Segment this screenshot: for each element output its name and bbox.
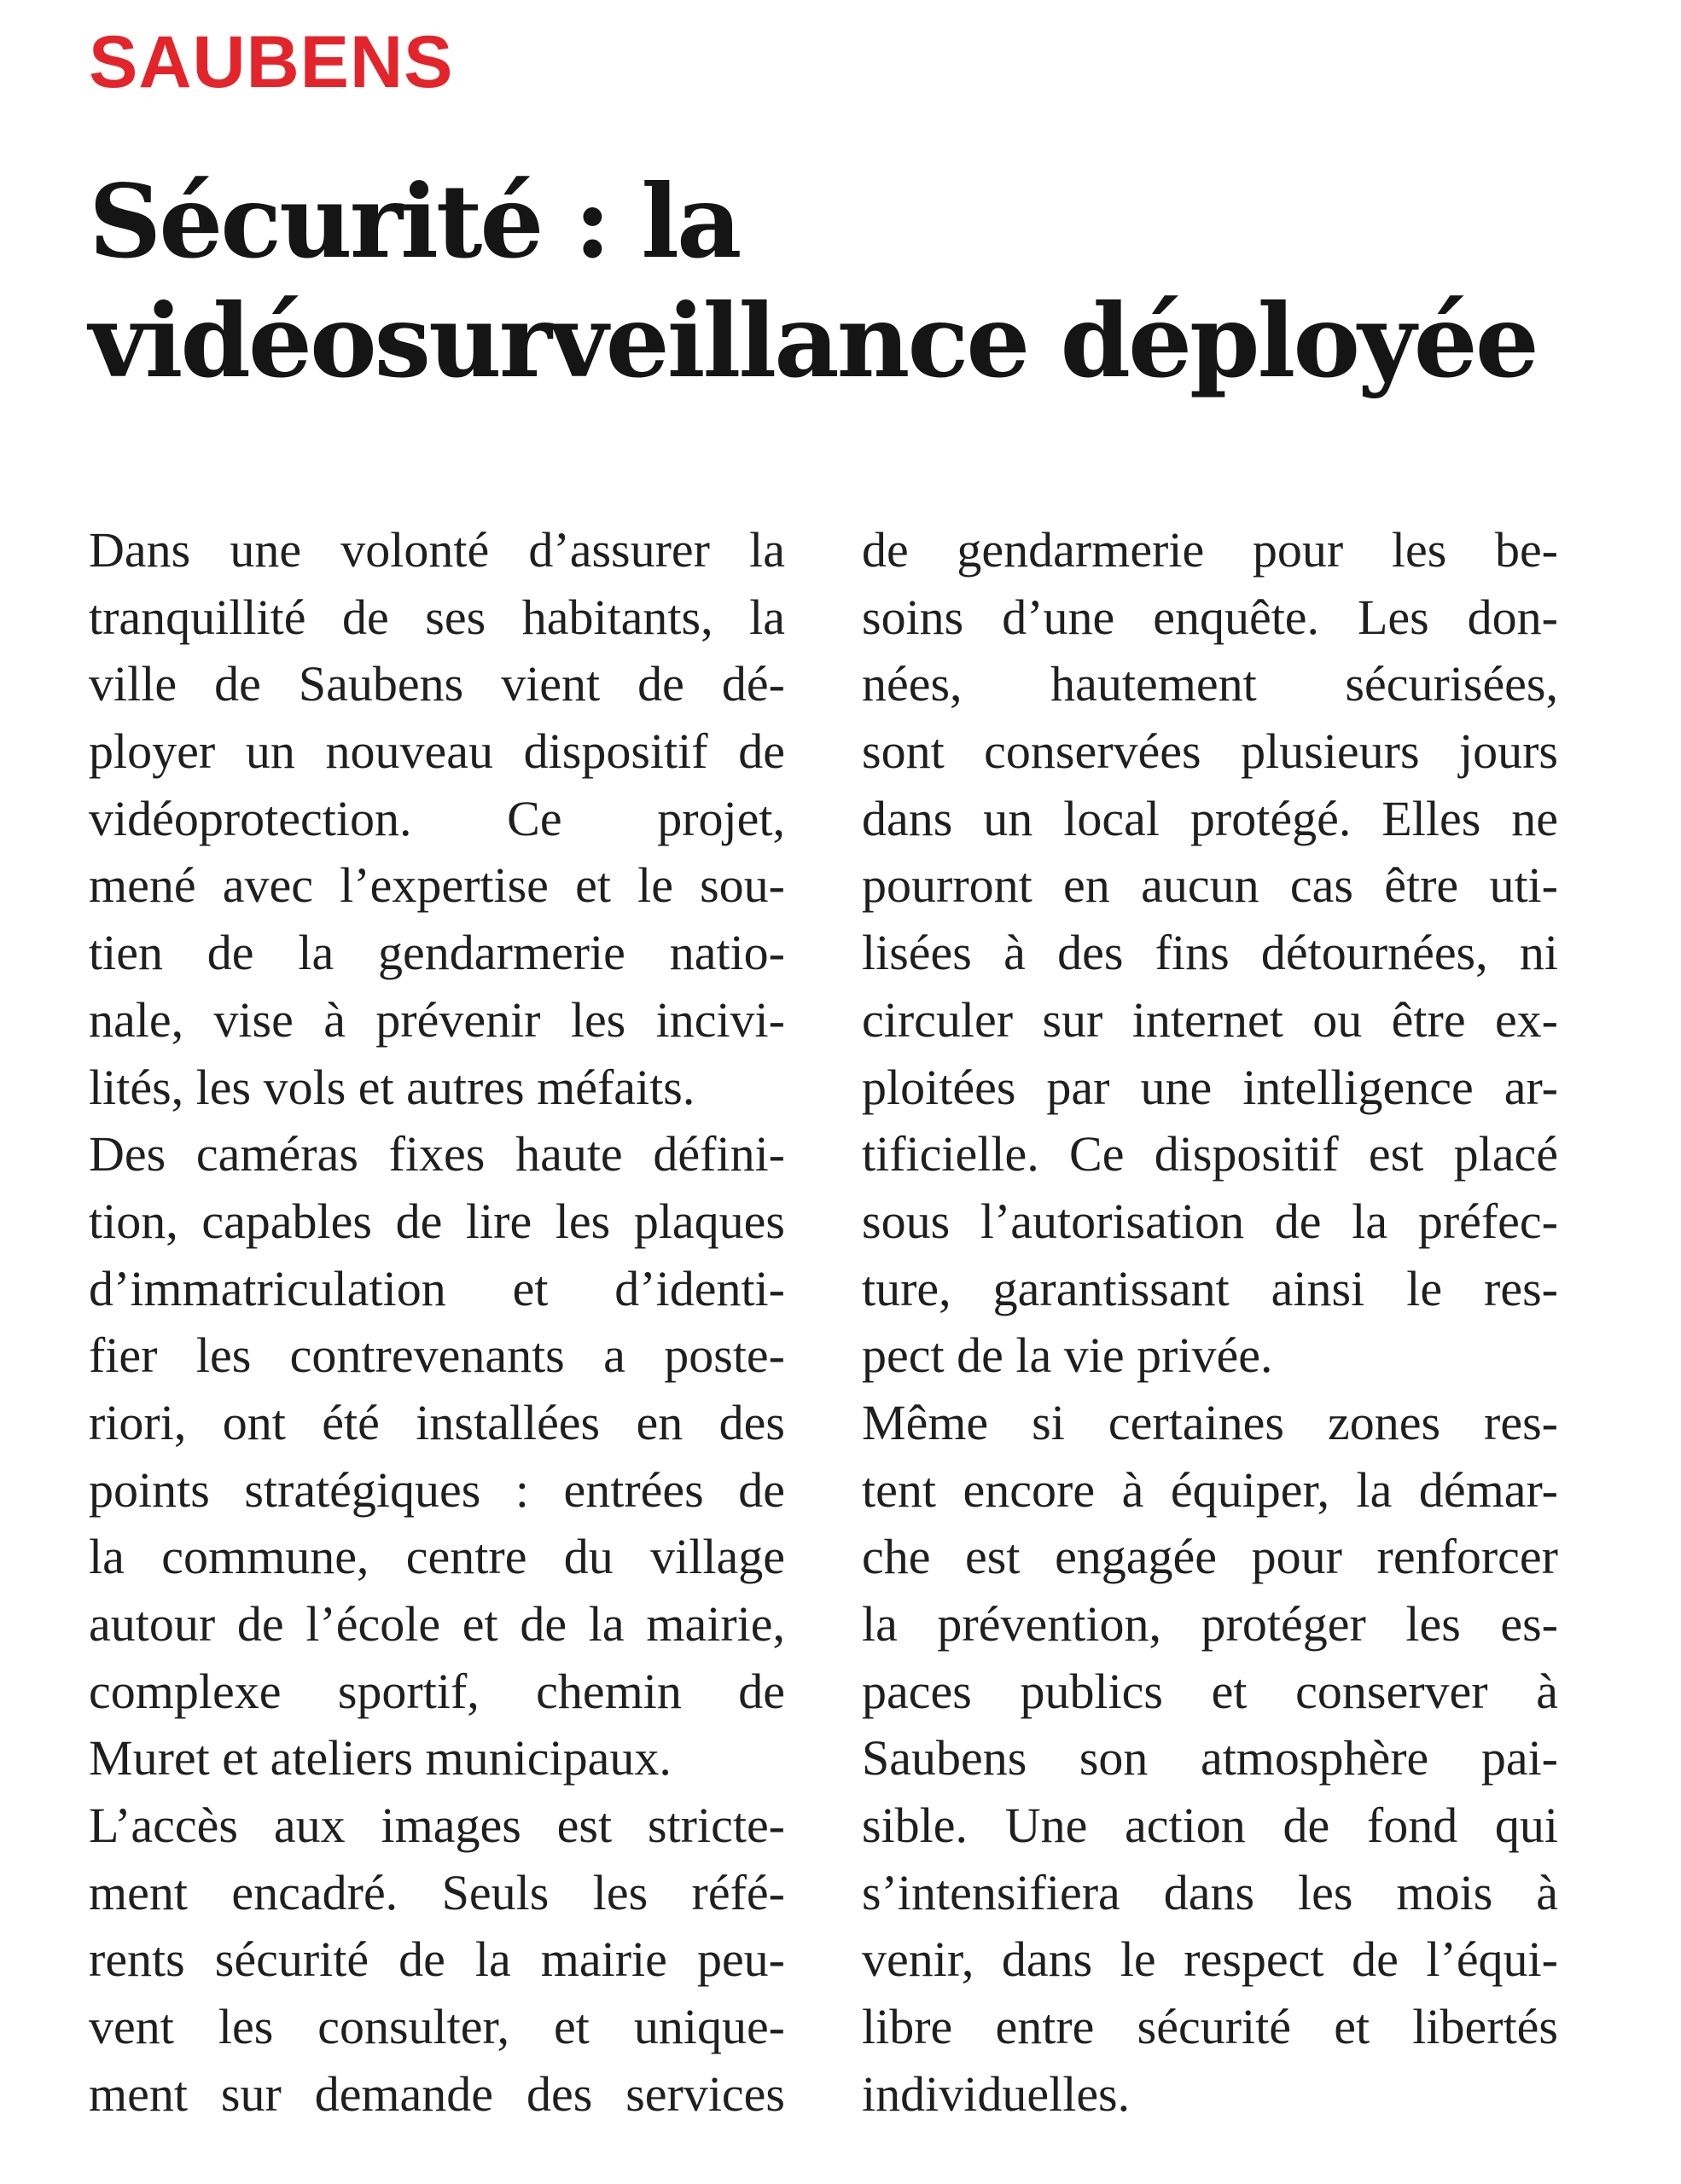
body-text-line: tent encore à équiper, la démar-: [862, 1461, 1558, 1518]
body-text-line: mené avec l’expertise et le sou-: [89, 857, 785, 914]
body-text-line: points stratégiques : entrées de: [89, 1461, 785, 1518]
headline-line: vidéosurveillance déployée: [89, 282, 1537, 400]
body-text-line: la commune, centre du village: [89, 1529, 785, 1585]
body-text-line: L’accès aux images est stricte-: [89, 1798, 785, 1854]
body-text-line: venir, dans le respect de l’équi-: [862, 1931, 1558, 1988]
body-text-line: nale, vise à prévenir les incivi-: [89, 991, 785, 1048]
body-text-line: ment sur demande des services: [89, 2065, 785, 2122]
body-text-line: lisées à des fins détournées, ni: [862, 925, 1558, 981]
body-text-line: Des caméras fixes haute défini-: [89, 1126, 785, 1182]
body-text-line: nées, hautement sécurisées,: [862, 656, 1558, 712]
body-text-line: tien de la gendarmerie natio-: [89, 925, 785, 981]
body-text-line: complexe sportif, chemin de: [89, 1663, 785, 1719]
body-column-left: [89, 517, 785, 2129]
body-text-line: Même si certaines zones res-: [862, 1394, 1558, 1450]
body-text-line: ture, garantissant ainsi le res-: [862, 1260, 1558, 1316]
body-text-line: ploitées par une intelligence ar-: [862, 1059, 1558, 1115]
body-text-line: Saubens son atmosphère pai-: [862, 1730, 1558, 1786]
body-text-line: ment encadré. Seuls les réfé-: [89, 1864, 785, 1920]
body-text-line: Muret et ateliers municipaux.: [89, 1730, 672, 1786]
body-column-right: [862, 517, 1558, 2129]
body-text-line: pourront en aucun cas être uti-: [862, 857, 1558, 914]
section-kicker: SAUBENS: [89, 21, 454, 103]
body-text-line: libre entre sécurité et libertés: [862, 1999, 1558, 2055]
body-text-line: dans un local protégé. Elles ne: [862, 790, 1558, 846]
body-text-line: individuelles.: [862, 2065, 1131, 2122]
body-text-line: paces publics et conserver à: [862, 1663, 1558, 1719]
body-text-line: soins d’une enquête. Les don-: [862, 589, 1558, 645]
body-text-line: vent les consulter, et unique-: [89, 1999, 785, 2055]
body-text-line: ployer un nouveau dispositif de: [89, 723, 785, 780]
body-text-line: Dans une volonté d’assurer la: [89, 522, 785, 578]
body-text-line: d’immatriculation et d’identi-: [89, 1260, 785, 1316]
newspaper-article: [89, 0, 1591, 2184]
article-headline: [89, 162, 1608, 401]
body-text-line: lités, les vols et autres méfaits.: [89, 1059, 695, 1115]
body-text-line: s’intensifiera dans les mois à: [862, 1864, 1558, 1920]
body-text-line: sible. Une action de fond qui: [862, 1798, 1558, 1854]
body-text-line: circuler sur internet ou être ex-: [862, 991, 1558, 1048]
body-text-line: sont conservées plusieurs jours: [862, 723, 1558, 780]
body-text-line: de gendarmerie pour les be-: [862, 522, 1558, 578]
body-text-line: sous l’autorisation de la préfec-: [862, 1193, 1558, 1249]
body-text-line: che est engagée pour renforcer: [862, 1529, 1558, 1585]
body-text-line: autour de l’école et de la mairie,: [89, 1596, 785, 1652]
body-text-line: fier les contrevenants a poste-: [89, 1327, 785, 1384]
body-text-line: la prévention, protéger les es-: [862, 1596, 1558, 1652]
headline-line: Sécurité : la: [89, 162, 740, 281]
body-text-line: pect de la vie privée.: [862, 1327, 1273, 1384]
body-text-line: rents sécurité de la mairie peu-: [89, 1931, 785, 1988]
body-text-line: riori, ont été installées en des: [89, 1394, 785, 1450]
body-text-line: tion, capables de lire les plaques: [89, 1193, 785, 1249]
body-text-line: vidéoprotection. Ce projet,: [89, 790, 785, 846]
body-text-line: tranquillité de ses habitants, la: [89, 589, 785, 645]
body-text-line: tificielle. Ce dispositif est placé: [862, 1126, 1558, 1182]
body-text-line: ville de Saubens vient de dé-: [89, 656, 785, 712]
